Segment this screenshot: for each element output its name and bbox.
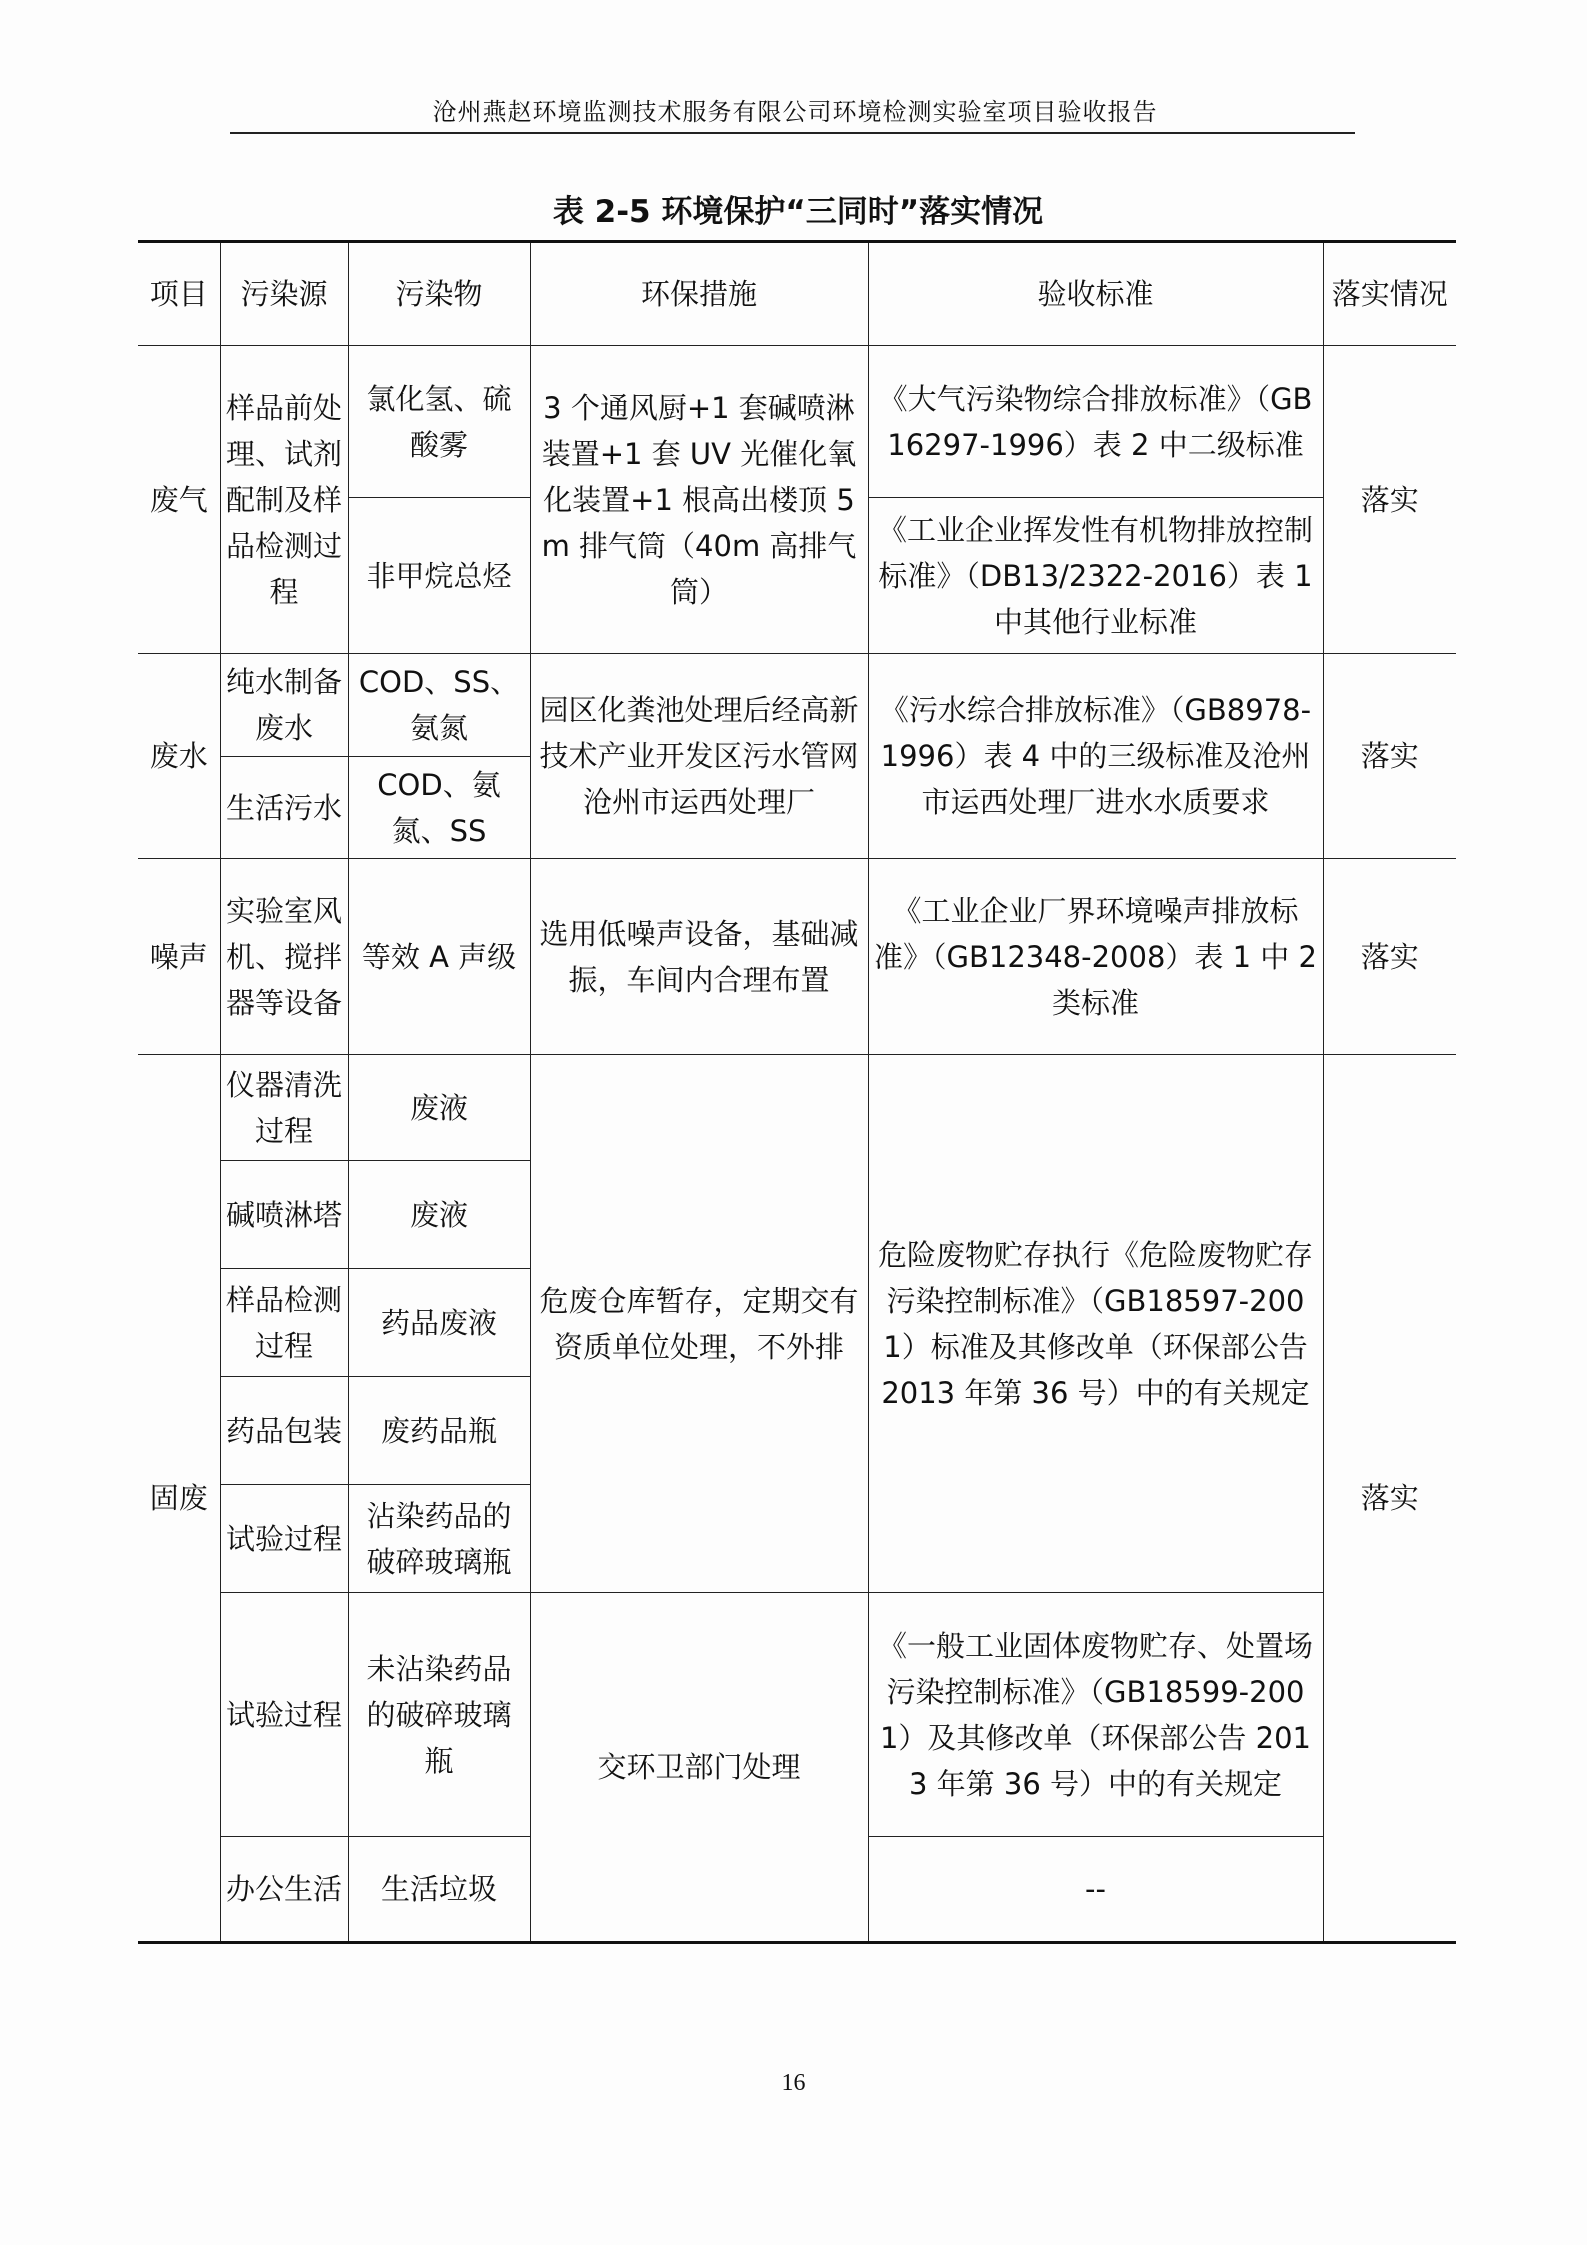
- category-water: 废水: [138, 654, 220, 859]
- water-source-2: 生活污水: [220, 757, 348, 859]
- solid-pollutant: 沾染药品的破碎玻璃瓶: [348, 1485, 530, 1593]
- water-standard: 《污水综合排放标准》（GB8978-1996）表 4 中的三级标准及沧州市运西处理厂进水水质要求: [868, 654, 1323, 859]
- solid-measure-hazardous: 危废仓库暂存，定期交有资质单位处理，不外排: [530, 1055, 868, 1593]
- solid-measure-general: 交环卫部门处理: [530, 1593, 868, 1943]
- gas-standard-1: 《大气污染物综合排放标准》（GB16297-1996）表 2 中二级标准: [868, 346, 1323, 498]
- category-solid: 固废: [138, 1055, 220, 1943]
- solid-pollutant: 废药品瓶: [348, 1377, 530, 1485]
- header-divider: [230, 132, 1355, 134]
- water-measure: 园区化粪池处理后经高新技术产业开发区污水管网沧州市运西处理厂: [530, 654, 868, 859]
- col-header-standard: 验收标准: [868, 242, 1323, 346]
- col-header-pollutant: 污染物: [348, 242, 530, 346]
- col-header-category: 项目: [138, 242, 220, 346]
- solid-source: 试验过程: [220, 1485, 348, 1593]
- col-header-status: 落实情况: [1323, 242, 1456, 346]
- table-row: [138, 654, 1456, 757]
- gas-pollutant-1: 氯化氢、硫酸雾: [348, 346, 530, 498]
- gas-measure: 3 个通风厨+1 套碱喷淋装置+1 套 UV 光催化氧化装置+1 根高出楼顶 5m 排气筒（40m 高排气筒）: [530, 346, 868, 654]
- noise-source: 实验室风机、搅拌器等设备: [220, 859, 348, 1055]
- water-pollutant-1: COD、SS、氨氮: [348, 654, 530, 757]
- category-gas: 废气: [138, 346, 220, 654]
- solid-pollutant: 废液: [348, 1161, 530, 1269]
- table-row: [138, 1055, 1456, 1161]
- noise-standard: 《工业企业厂界环境噪声排放标准》（GB12348-2008）表 1 中 2 类标准: [868, 859, 1323, 1055]
- page-number: 16: [781, 2070, 806, 2096]
- water-source-1: 纯水制备废水: [220, 654, 348, 757]
- solid-pollutant: 未沾染药品的破碎玻璃瓶: [348, 1593, 530, 1837]
- category-noise: 噪声: [138, 859, 220, 1055]
- solid-standard-hazardous: 危险废物贮存执行《危险废物贮存污染控制标准》（GB18597-2001）标准及其修改单（环保部公告 2013 年第 36 号）中的有关规定: [868, 1055, 1323, 1593]
- solid-source: 样品检测过程: [220, 1269, 348, 1377]
- solid-pollutant: 药品废液: [348, 1269, 530, 1377]
- solid-status: 落实: [1323, 1055, 1456, 1943]
- table-row: [138, 346, 1456, 498]
- water-status: 落实: [1323, 654, 1456, 859]
- table-row: [138, 1593, 1456, 1837]
- three-simultaneous-table: [138, 240, 1456, 1944]
- noise-pollutant: 等效 A 声级: [348, 859, 530, 1055]
- gas-standard-2: 《工业企业挥发性有机物排放控制标准》（DB13/2322-2016）表 1 中其他行业标准: [868, 498, 1323, 654]
- solid-standard-general: 《一般工业固体废物贮存、处置场污染控制标准》（GB18599-2001）及其修改单（环保部公告 2013 年第 36 号）中的有关规定: [868, 1593, 1323, 1837]
- solid-source: 药品包装: [220, 1377, 348, 1485]
- gas-source: 样品前处理、试剂配制及样品检测过程: [220, 346, 348, 654]
- table-header-row: [138, 242, 1456, 346]
- solid-source: 试验过程: [220, 1593, 348, 1837]
- solid-source: 办公生活: [220, 1837, 348, 1943]
- solid-source: 仪器清洗过程: [220, 1055, 348, 1161]
- solid-source: 碱喷淋塔: [220, 1161, 348, 1269]
- solid-standard-domestic: --: [868, 1837, 1323, 1943]
- noise-measure: 选用低噪声设备，基础减振，车间内合理布置: [530, 859, 868, 1055]
- gas-pollutant-2: 非甲烷总烃: [348, 498, 530, 654]
- solid-pollutant: 生活垃圾: [348, 1837, 530, 1943]
- document-header: 沧州燕赵环境监测技术服务有限公司环境检测实验室项目验收报告: [432, 98, 1158, 126]
- solid-pollutant: 废液: [348, 1055, 530, 1161]
- col-header-source: 污染源: [220, 242, 348, 346]
- noise-status: 落实: [1323, 859, 1456, 1055]
- water-pollutant-2: COD、氨氮、SS: [348, 757, 530, 859]
- gas-status: 落实: [1323, 346, 1456, 654]
- col-header-measure: 环保措施: [530, 242, 868, 346]
- table-caption: 表 2-5 环境保护“三同时”落实情况: [552, 194, 1044, 230]
- table-row: [138, 859, 1456, 1055]
